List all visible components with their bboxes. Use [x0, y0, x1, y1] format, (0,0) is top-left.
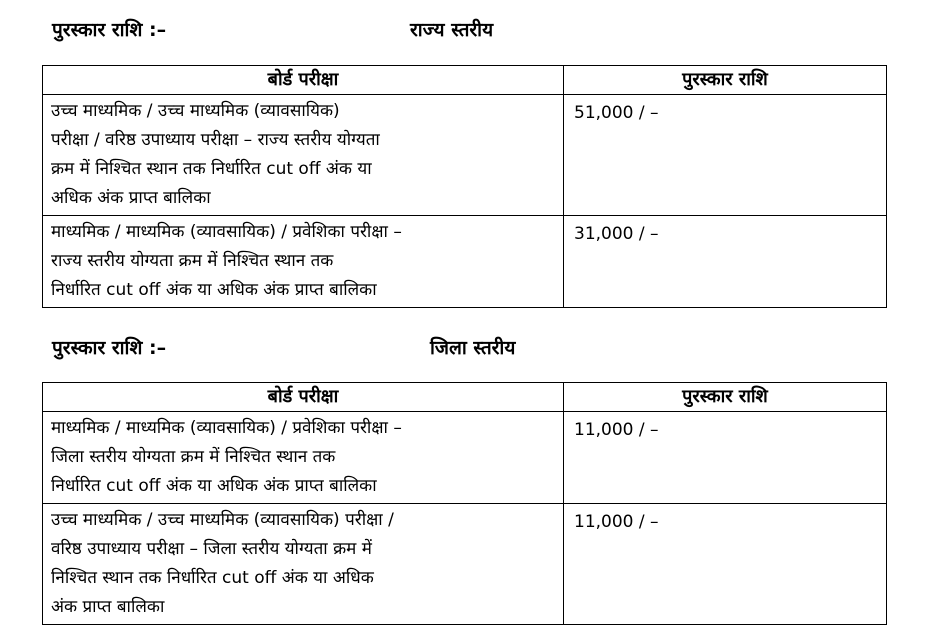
award-amount-label: पुरस्कार राशि :–: [52, 337, 167, 359]
description-line: निर्धारित cut off अंक या अधिक अंक प्राप्त बालिका: [51, 280, 377, 300]
description-line: माध्यमिक / माध्यमिक (व्यावसायिक) / प्रवेशिका परीक्षा –: [51, 418, 402, 438]
description-line: परीक्षा / वरिष्ठ उपाध्याय परीक्षा – राज्य स्तरीय योग्यता: [51, 130, 380, 150]
award-amount-cell: 31,000 / –: [564, 216, 887, 308]
table-row: [43, 216, 887, 308]
description-line: राज्य स्तरीय योग्यता क्रम में निश्चित स्थान तक: [51, 251, 334, 271]
description-line: माध्यमिक / माध्यमिक (व्यावसायिक) / प्रवेशिका परीक्षा –: [51, 222, 402, 242]
description-line: निश्चित स्थान तक निर्धारित cut off अंक या अधिक: [51, 568, 374, 588]
section-heading-district: [0, 330, 937, 360]
description-line: उच्च माध्यमिक / उच्च माध्यमिक (व्यावसायिक) परीक्षा /: [51, 510, 394, 530]
table-row: [43, 504, 887, 625]
award-table-state: [42, 65, 887, 308]
description-line: अधिक अंक प्राप्त बालिका: [51, 188, 211, 208]
exam-description-cell: [43, 412, 564, 504]
section-heading-state: [0, 12, 937, 42]
column-header-amount: पुरस्कार राशि: [564, 383, 887, 412]
description-line: जिला स्तरीय योग्यता क्रम में निश्चित स्थान तक: [51, 447, 336, 467]
award-table-district: [42, 382, 887, 625]
exam-description-cell: [43, 216, 564, 308]
column-header-exam: बोर्ड परीक्षा: [43, 383, 564, 412]
description-line: क्रम में निश्चित स्थान तक निर्धारित cut off अंक या: [51, 159, 372, 179]
table-header-row: [43, 66, 887, 95]
award-amount-cell: 51,000 / –: [564, 95, 887, 216]
table-row: [43, 412, 887, 504]
column-header-amount: पुरस्कार राशि: [564, 66, 887, 95]
description-line: अंक प्राप्त बालिका: [51, 597, 165, 617]
description-line: निर्धारित cut off अंक या अधिक अंक प्राप्त बालिका: [51, 476, 377, 496]
level-title-state: राज्य स्तरीय: [410, 19, 494, 41]
table-row: [43, 95, 887, 216]
description-line: वरिष्ठ उपाध्याय परीक्षा – जिला स्तरीय योग्यता क्रम में: [51, 539, 372, 559]
exam-description-cell: [43, 95, 564, 216]
table-header-row: [43, 383, 887, 412]
level-title-district: जिला स्तरीय: [430, 337, 516, 359]
award-amount-cell: 11,000 / –: [564, 412, 887, 504]
description-line: उच्च माध्यमिक / उच्च माध्यमिक (व्यावसायिक): [51, 101, 340, 121]
award-amount-label: पुरस्कार राशि :–: [52, 19, 167, 41]
award-amount-cell: 11,000 / –: [564, 504, 887, 625]
exam-description-cell: [43, 504, 564, 625]
column-header-exam: बोर्ड परीक्षा: [43, 66, 564, 95]
